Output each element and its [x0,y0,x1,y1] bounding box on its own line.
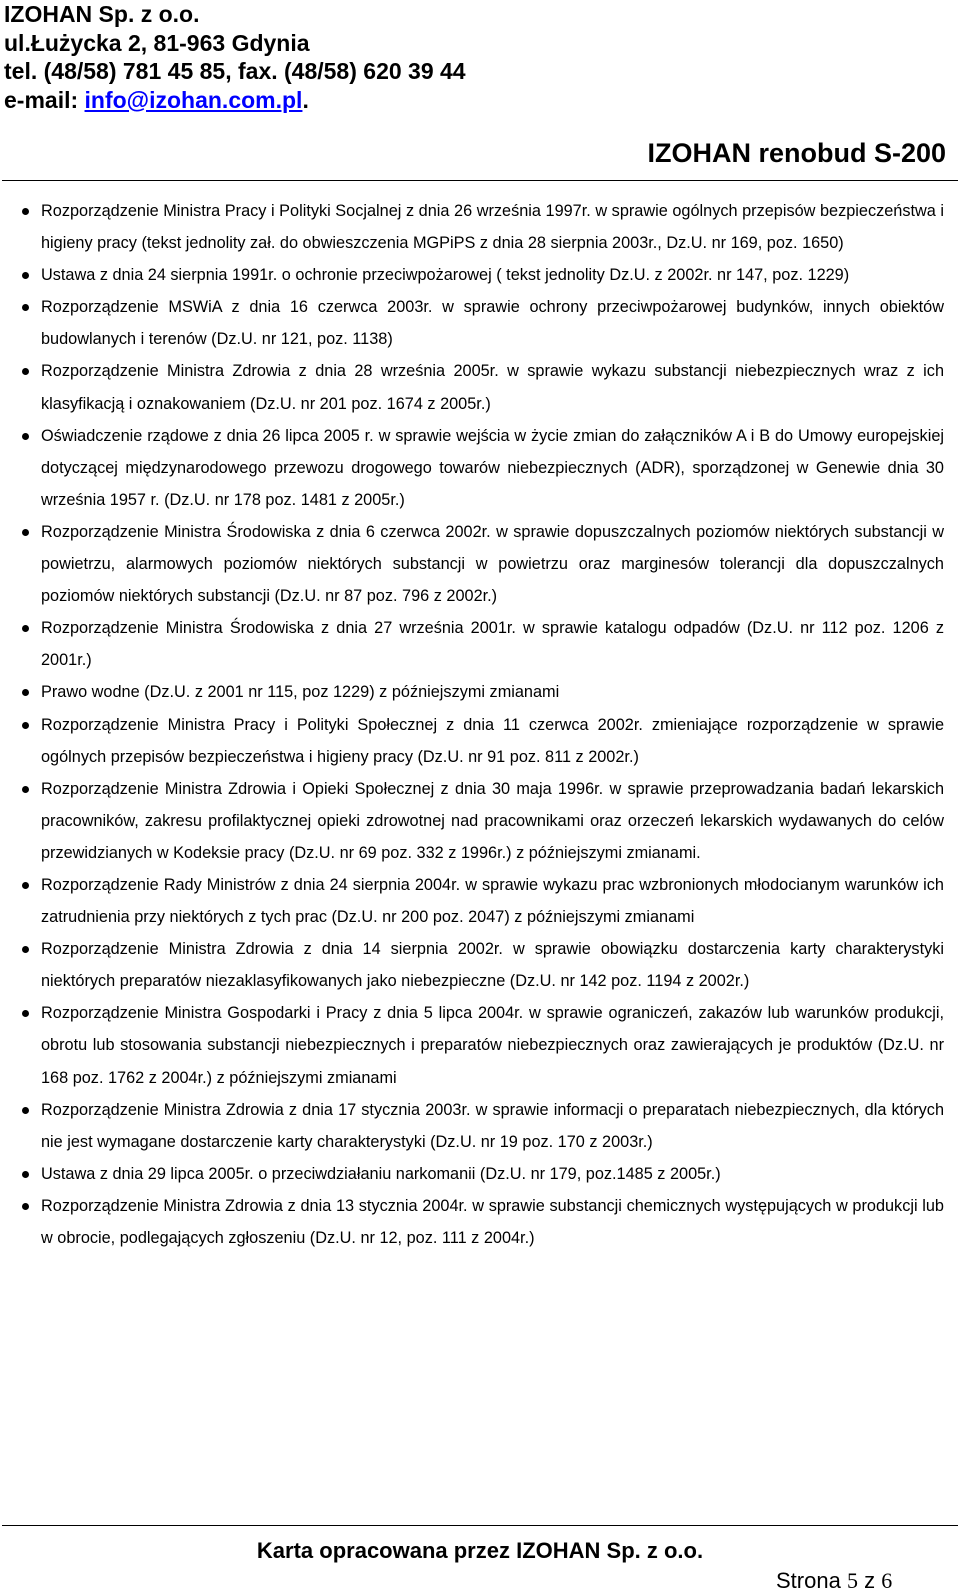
list-item-text: Oświadczenie rządowe z dnia 26 lipca 2005 r. w sprawie wejścia w życie zmian do załączników A i B do Umowy europejskiej dotyczącej międzynarodowego przewozu drogowego towarów niebezpiecznych (ADR), sporządzonej w Genewie dnia 30 września 1957 r. (Dz.U. nr 178 poz. 1481 z 2005r.) [41,426,944,509]
bullet-icon [22,208,29,215]
company-email-line [4,86,954,115]
footer-divider [2,1525,958,1526]
bullet-icon [22,1010,29,1017]
page-total: 6 [881,1568,893,1593]
list-item-text: Rozporządzenie MSWiA z dnia 16 czerwca 2003r. w sprawie ochrony przeciwpożarowej budynków, innych obiektów budowlanych i terenów (Dz.U. nr 121, poz. 1138) [41,298,944,349]
list-item-text: Rozporządzenie Ministra Zdrowia z dnia 13 stycznia 2004r. w sprawie substancji chemicznych występujących w produkcji lub w obrocie, podlegających zgłoszeniu (Dz.U. nr 12, poz. 111 z 2004r.) [41,1196,944,1247]
list-item [0,1158,960,1190]
footer-credit: Karta opracowana przez IZOHAN Sp. z o.o. [256,1538,704,1563]
list-item-text: Rozporządzenie Rady Ministrów z dnia 24 sierpnia 2004r. w sprawie wykazu prac wzbronionych młodocianym warunków ich zatrudnienia przy niektórych z tych prac (Dz.U. nr 200 poz. 2047) z późniejszymi zmianami [41,875,944,927]
list-item [0,933,960,997]
list-item [0,773,960,869]
list-item [0,1190,960,1254]
company-name: IZOHAN Sp. z o.o. [4,1,200,27]
list-item-text: Rozporządzenie Ministra Pracy i Polityki Społecznej z dnia 11 czerwca 2002r. zmieniające rozporządzenie w sprawie ogólnych przepisów bezpieczeństwa i higieny pracy (Dz.U. nr 91 poz. 811 z 2002r.) [41,715,944,766]
list-item-text: Ustawa z dnia 29 lipca 2005r. o przeciwdziałaniu narkomanii (Dz.U. nr 179, poz.1485 z 2005r.) [41,1164,721,1183]
list-item [0,869,960,933]
list-item [0,355,960,419]
bullet-icon [22,882,29,889]
list-item-text: Rozporządzenie Ministra Gospodarki i Pracy z dnia 5 lipca 2004r. w sprawie ograniczeń, zakazów lub warunków produkcji, obrotu lub stosowania substancji niebezpiecznych i preparatów niebezpiecznych oraz zawierających je produktów (Dz.U. nr 168 poz. 1762 z 2004r.) z późniejszymi zmianami [41,1004,944,1087]
document-title: IZOHAN renobud S-200 [647,138,946,168]
list-item [0,259,960,291]
list-item-text: Rozporządzenie Ministra Zdrowia z dnia 14 sierpnia 2002r. w sprawie obowiązku dostarczenia karty charakterystyki niektórych preparatów niezaklasyfikowanych jako niebezpieczne (Dz.U. nr 142 poz. 1194 z 2002r.) [41,940,944,991]
list-item [0,291,960,355]
list-item [0,516,960,612]
list-item-text: Ustawa z dnia 24 sierpnia 1991r. o ochronie przeciwpożarowej ( tekst jednolity Dz.U. z 2002r. nr 147, poz. 1229) [41,266,850,285]
regulations-list [0,195,960,1254]
list-item [0,1094,960,1158]
bullet-icon [22,1171,29,1178]
list-item-text: Rozporządzenie Ministra Zdrowia z dnia 17 stycznia 2003r. w sprawie informacji o preparatach niebezpiecznych, dla których nie jest wymagane dostarczenie karty charakterystyki (Dz.U. nr 19 poz. 170 z 2003r.) [41,1100,944,1151]
bullet-icon [22,368,29,375]
page-number [776,1568,892,1594]
list-item-text: Rozporządzenie Ministra Środowiska z dnia 6 czerwca 2002r. w sprawie dopuszczalnych poziomów niektórych substancji w powietrzu, alarmowych poziomów niektórych substancji w powietrzu oraz marginesów tolerancji dla dopuszczalnych poziomów niektórych substancji (Dz.U. nr 87 poz. 796 z 2002r.) [41,522,944,606]
bullet-icon [22,722,29,729]
list-item [0,997,960,1093]
email-suffix: . [302,86,309,113]
bullet-icon [22,304,29,311]
list-item-text: Rozporządzenie Ministra Środowiska z dnia 27 września 2001r. w sprawie katalogu odpadów (Dz.U. nr 112 poz. 1206 z 2001r.) [41,619,944,670]
page-of: z [864,1568,876,1593]
bullet-icon [22,786,29,793]
bullet-icon [22,1107,29,1114]
bullet-icon [22,946,29,953]
list-item-text: Rozporządzenie Ministra Pracy i Polityki Socjalnej z dnia 26 września 1997r. w sprawie ogólnych przepisów bezpieczeństwa i higieny pracy (tekst jednolity zał. do obwieszczenia MGPiPS z dnia 28 sierpnia 2003r., Dz.U. nr 169, poz. 1650) [41,202,944,253]
list-item-text: Rozporządzenie Ministra Zdrowia i Opieki Społecznej z dnia 30 maja 1996r. w sprawie przeprowadzania badań lekarskich pracowników, zakresu profilaktycznej opieki zdrowotnej nad pracownikami oraz orzeczeń lekarskich wydawanych do celów przewidzianych w Kodeksie pracy (Dz.U. nr 69 poz. 332 z 1996r.) z późniejszymi zmianami. [41,779,944,862]
list-item-text: Rozporządzenie Ministra Zdrowia z dnia 28 września 2005r. w sprawie wykazu substancji niebezpiecznych wraz z ich klasyfikacją i oznakowaniem (Dz.U. nr 201 poz. 1674 z 2005r.) [41,362,944,413]
list-item [0,709,960,773]
email-label: e-mail: [4,86,85,113]
page-word: Strona [776,1568,841,1593]
page-current: 5 [846,1568,858,1593]
list-item [0,420,960,516]
bullet-icon [22,1203,29,1210]
bullet-icon [22,689,29,696]
list-item [0,676,960,708]
email-link[interactable]: info@izohan.com.pl [84,86,303,113]
list-item-text: Prawo wodne (Dz.U. z 2001 nr 115, poz 1229) z późniejszymi zmianami [41,683,560,702]
bullet-icon [22,272,29,279]
company-phones: tel. (48/58) 781 45 85, fax. (48/58) 620 39 44 [4,58,466,84]
bullet-icon [22,529,29,536]
list-item [0,612,960,676]
company-address: ul.Łużycka 2, 81-963 Gdynia [4,29,310,56]
list-item [0,195,960,259]
header-divider [2,180,958,181]
bullet-icon [22,433,29,440]
bullet-icon [22,625,29,632]
letterhead [4,0,954,114]
